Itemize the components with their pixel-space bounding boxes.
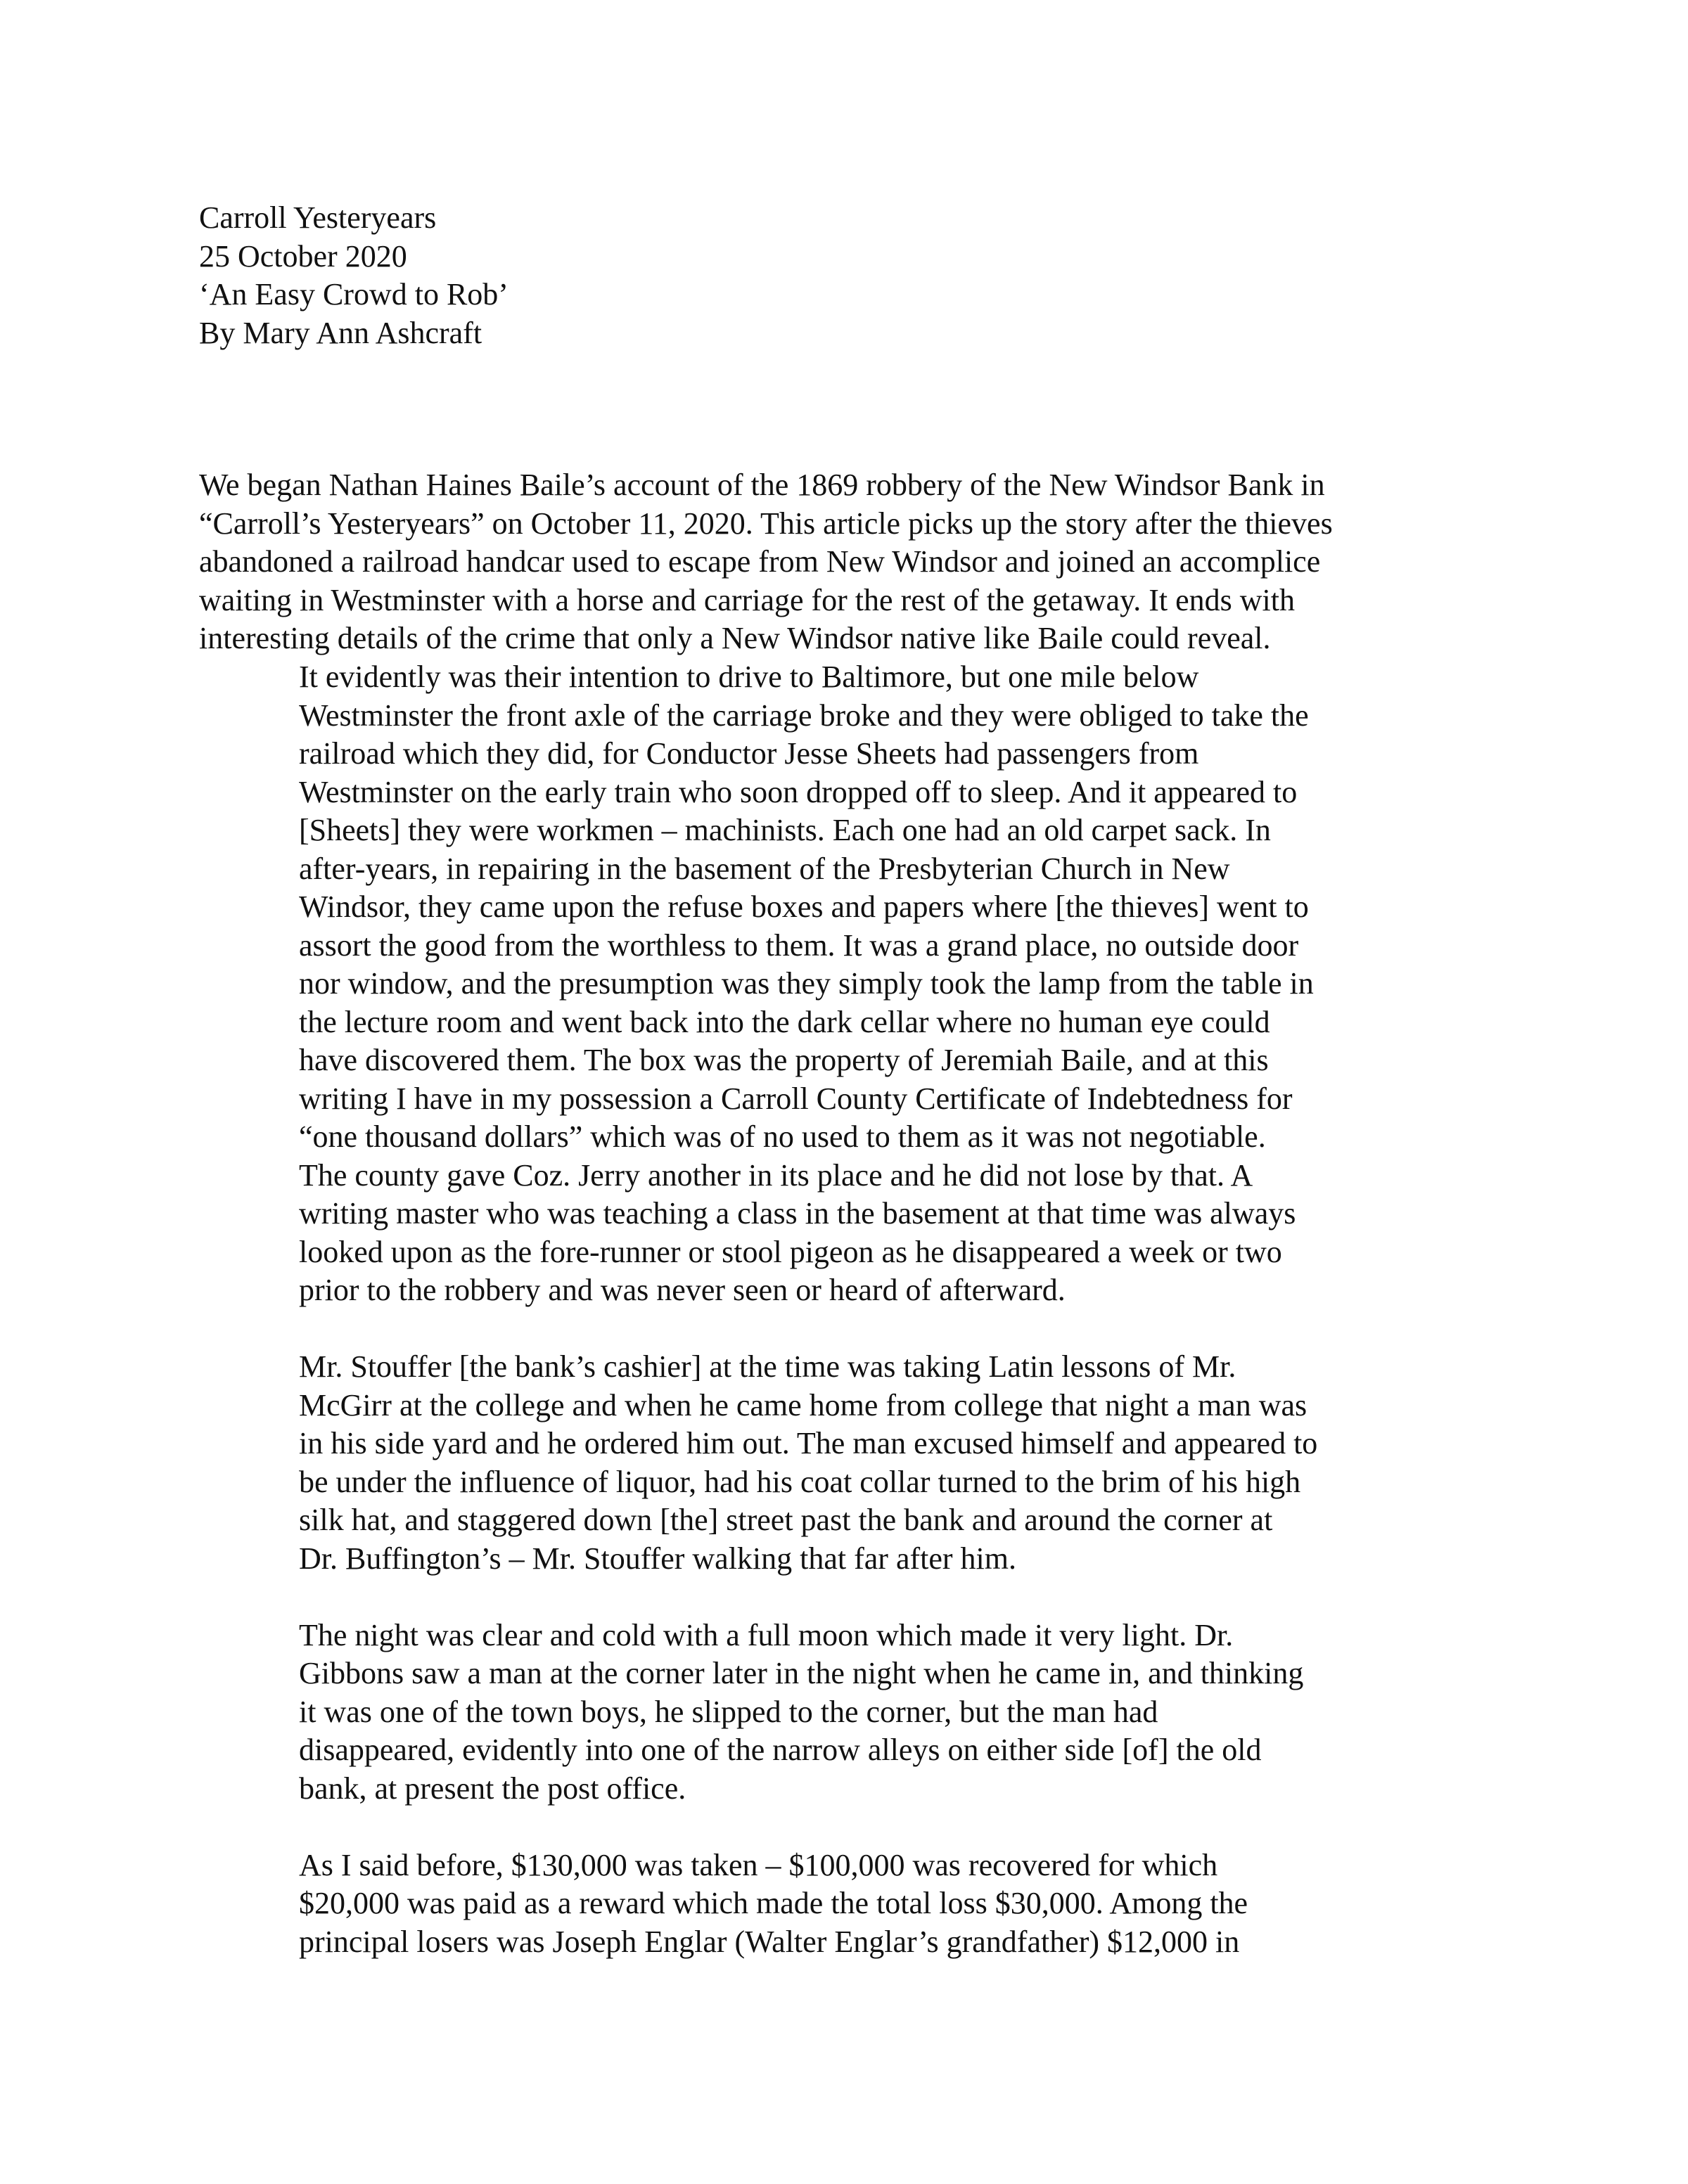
quote-line: It evidently was their intention to drive to Baltimore, but one mile below <box>299 660 1199 694</box>
quote-line: $20,000 was paid as a reward which made the total loss $30,000. Among the <box>299 1886 1248 1920</box>
quote-paragraph-2 <box>299 1348 1424 1578</box>
quote-line: after-years, in repairing in the basement of the Presbyterian Church in New <box>299 851 1230 886</box>
quote-line: McGirr at the college and when he came home from college that night a man was <box>299 1387 1307 1422</box>
quote-line: The night was clear and cold with a full moon which made it very light. Dr. <box>299 1617 1234 1652</box>
quote-line: in his side yard and he ordered him out. The man excused himself and appeared to <box>299 1426 1318 1460</box>
intro-line: waiting in Westminster with a horse and carriage for the rest of the getaway. It ends with <box>199 582 1295 617</box>
quote-line: “one thousand dollars” which was of no used to them as it was not negotiable. <box>299 1119 1266 1154</box>
article-date: 25 October 2020 <box>199 238 407 274</box>
quote-line: Westminster on the early train who soon dropped off to sleep. And it appeared to <box>299 774 1298 809</box>
quote-line: be under the influence of liquor, had his coat collar turned to the brim of his high <box>299 1464 1301 1499</box>
quote-line: railroad which they did, for Conductor Jesse Sheets had passengers from <box>299 736 1199 771</box>
intro-paragraph <box>199 466 1426 658</box>
block-quote <box>299 658 1424 1961</box>
quote-line: it was one of the town boys, he slipped to the corner, but the man had <box>299 1694 1158 1729</box>
quote-line: principal losers was Joseph Englar (Walter Englar’s grandfather) $12,000 in <box>299 1924 1240 1959</box>
quote-line: Gibbons saw a man at the corner later in the night when he came in, and thinking <box>299 1656 1304 1690</box>
quote-line: Windsor, they came upon the refuse boxes and papers where [the thieves] went to <box>299 889 1309 924</box>
quote-paragraph-4 <box>299 1846 1424 1962</box>
quote-line: Dr. Buffington’s – Mr. Stouffer walking that far after him. <box>299 1541 1016 1576</box>
article-header <box>199 199 1535 352</box>
article-title: ‘An Easy Crowd to Rob’ <box>199 277 509 311</box>
quote-line: looked upon as the fore-runner or stool pigeon as he disappeared a week or two <box>299 1234 1282 1269</box>
intro-line: “Carroll’s Yesteryears” on October 11, 2020. This article picks up the story after the thieves <box>199 506 1333 541</box>
intro-line: interesting details of the crime that only a New Windsor native like Baile could reveal. <box>199 621 1271 655</box>
quote-line: The county gave Coz. Jerry another in its place and he did not lose by that. A <box>299 1157 1253 1193</box>
quote-line: As I said before, $130,000 was taken – $100,000 was recovered for which <box>299 1847 1218 1882</box>
quote-line: [Sheets] they were workmen – machinists. Each one had an old carpet sack. In <box>299 813 1271 847</box>
quote-line: bank, at present the post office. <box>299 1771 686 1806</box>
quote-line: nor window, and the presumption was they simply took the lamp from the table in <box>299 966 1314 1001</box>
quote-line: Mr. Stouffer [the bank’s cashier] at the time was taking Latin lessons of Mr. <box>299 1349 1236 1384</box>
quote-paragraph-3 <box>299 1617 1424 1809</box>
byline: By Mary Ann Ashcraft <box>199 315 482 350</box>
quote-line: disappeared, evidently into one of the narrow alleys on either side [of] the old <box>299 1733 1262 1767</box>
intro-line: We began Nathan Haines Baile’s account of the 1869 robbery of the New Windsor Bank in <box>199 468 1325 502</box>
quote-paragraph-1 <box>299 658 1424 1310</box>
quote-line: writing master who was teaching a class in the basement at that time was always <box>299 1196 1296 1231</box>
intro-line: abandoned a railroad handcar used to escape from New Windsor and joined an accomplice <box>199 544 1321 579</box>
quote-line: have discovered them. The box was the property of Jeremiah Baile, and at this <box>299 1043 1269 1077</box>
quote-line: the lecture room and went back into the dark cellar where no human eye could <box>299 1004 1270 1039</box>
column-name: Carroll Yesteryears <box>199 200 437 235</box>
quote-line: silk hat, and staggered down [the] street past the bank and around the corner at <box>299 1503 1273 1537</box>
quote-line: writing I have in my possession a Carroll County Certificate of Indebtedness for <box>299 1081 1293 1116</box>
quote-line: Westminster the front axle of the carriage broke and they were obliged to take the <box>299 698 1309 733</box>
quote-line: assort the good from the worthless to them. It was a grand place, no outside door <box>299 927 1299 963</box>
quote-line: prior to the robbery and was never seen or heard of afterward. <box>299 1273 1066 1307</box>
